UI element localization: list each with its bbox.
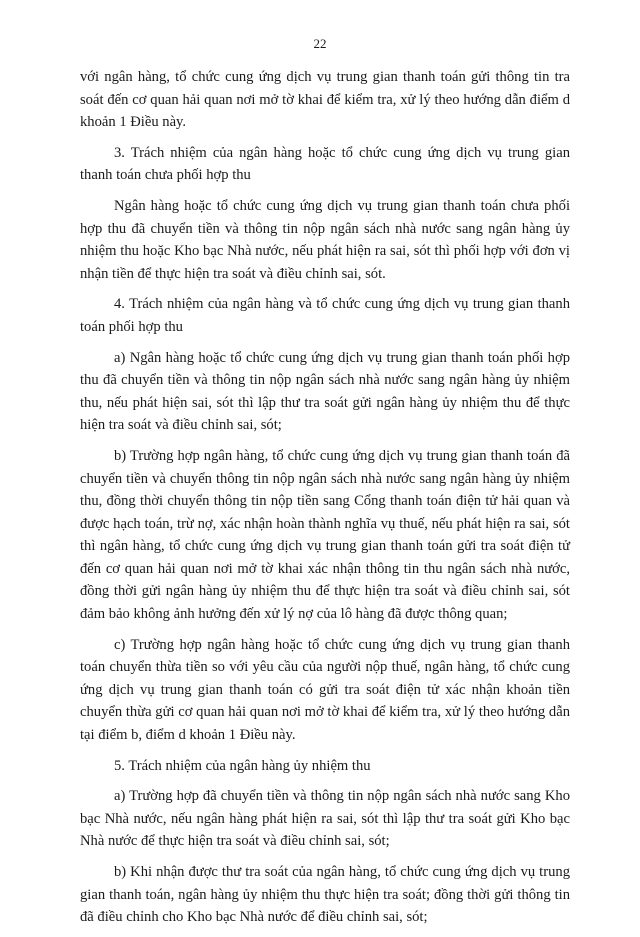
page-number: 22: [313, 36, 327, 51]
paragraph-continuation: với ngân hàng, tổ chức cung ứng dịch vụ trung gian thanh toán gửi thông tin tra soát đến cơ quan hải quan nơi mở tờ khai để kiểm tra, xử lý theo hướng dẫn điểm d khoản 1 Điều này.: [80, 69, 570, 131]
paragraph-section-5b: b) Khi nhận được thư tra soát của ngân hàng, tổ chức cung ứng dịch vụ trung gian thanh toán, ngân hàng ủy nhiệm thu thực hiện tra soát; đồng thời gửi thông tin đã điều chỉnh cho Kho bạc Nhà nước để điều chỉnh sai, sót;: [80, 864, 570, 926]
paragraph-section-3-body: Ngân hàng hoặc tổ chức cung ứng dịch vụ trung gian thanh toán chưa phối hợp thu đã chuyển tiền và thông tin nộp ngân sách nhà nước sang ngân hàng ủy nhiệm thu hoặc Kho bạc Nhà nước, nếu phát hiện ra sai, sót thì phối hợp với đơn vị nhận tiền để thực hiện tra soát và điều chỉnh sai, sót.: [80, 197, 570, 282]
paragraph-section-4c: c) Trường hợp ngân hàng hoặc tổ chức cung ứng dịch vụ trung gian thanh toán chuyển thừa tiền so với yêu cầu của người nộp thuế, ngân hàng, tổ chức cung ứng dịch vụ trung gian thanh toán có gửi tra soát điện tử xác nhận khoản tiền chuyển thừa gửi cơ quan hải quan nơi mở tờ khai để kiểm tra, xử lý theo hướng dẫn tại điểm b, điểm d khoản 1 Điều này.: [80, 636, 570, 744]
document-body: [80, 66, 570, 937]
paragraph-section-4b: b) Trường hợp ngân hàng, tổ chức cung ứng dịch vụ trung gian thanh toán đã chuyển tiền và chuyển thông tin nộp ngân sách nhà nước sang ngân hàng ủy nhiệm thu, đồng thời chuyển thông tin nộp tiền sang Cổng thanh toán điện tử hải quan và được hạch toán, trừ nợ, xác nhận hoàn thành nghĩa vụ thuế, nếu phát hiện ra sai, sót thì ngân hàng, tổ chức cung ứng dịch vụ trung gian thanh toán gửi tra soát điện tử đến cơ quan hải quan nơi mở tờ khai xác nhận thông tin thu ngân sách nhà nước, đồng thời gửi ngân hàng ủy nhiệm thu để thực hiện tra soát và điều chỉnh sai, sót đảm bảo không ảnh hưởng đến xử lý nợ của lô hàng đã được thông quan;: [80, 447, 570, 623]
heading-section-4: 4. Trách nhiệm của ngân hàng và tổ chức cung ứng dịch vụ trung gian thanh toán phối hợp thu: [80, 296, 570, 335]
heading-section-5: 5. Trách nhiệm của ngân hàng ủy nhiệm thu: [114, 757, 371, 774]
heading-section-3: 3. Trách nhiệm của ngân hàng hoặc tổ chức cung ứng dịch vụ trung gian thanh toán chưa phối hợp thu: [80, 144, 570, 184]
paragraph-section-5a: a) Trường hợp đã chuyển tiền và thông tin nộp ngân sách nhà nước sang Kho bạc Nhà nước, nếu ngân hàng phát hiện ra sai, sót thì lập thư tra soát gửi Kho bạc Nhà nước để thực hiện tra soát và điều chỉnh sai, sót;: [80, 788, 570, 850]
paragraph-section-4a: a) Ngân hàng hoặc tổ chức cung ứng dịch vụ trung gian thanh toán phối hợp thu đã chuyển tiền và thông tin nộp ngân sách nhà nước sang ngân hàng ủy nhiệm thu, nếu phát hiện sai, sót thì lập thư tra soát gửi ngân hàng ủy nhiệm thu để thực hiện tra soát và điều chỉnh sai, sót;: [80, 349, 570, 434]
